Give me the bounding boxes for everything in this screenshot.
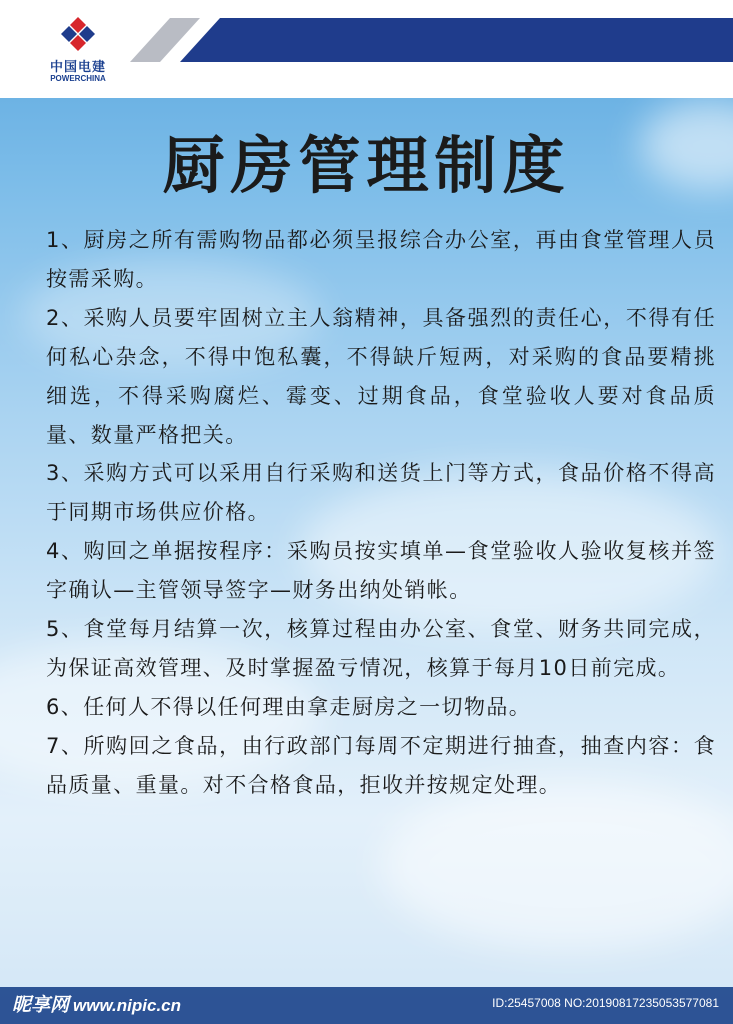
watermark-id: ID:25457008 NO:20190817235053577081 bbox=[492, 996, 719, 1010]
rule-item-6: 6、任何人不得以任何理由拿走厨房之一切物品。 bbox=[46, 694, 532, 719]
powerchina-logo bbox=[38, 16, 118, 86]
logo-text-en: POWERCHINA bbox=[50, 74, 106, 83]
logo-text-cn: 中国电建 bbox=[49, 60, 106, 75]
logo-diamond-icon bbox=[60, 16, 96, 52]
header-band bbox=[0, 0, 733, 98]
rule-item-2: 2、采购人员要牢固树立主人翁精神，具备强烈的责任心，不得有任何私心杂念，不得中饱私囊，不得缺斤短两，对采购的食品要精挑细选，不得采购腐烂、霉变、过期食品，食堂验收人要对食品质量、数量严格把关。 bbox=[46, 305, 716, 447]
rules-list bbox=[46, 221, 716, 805]
rule-item-4: 4、购回之单据按程序：采购员按实填单—食堂验收人验收复核并签字确认—主管领导签字—财务出纳处销帐。 bbox=[46, 539, 716, 603]
watermark-brand bbox=[12, 990, 181, 1017]
rule-item-3: 3、采购方式可以采用自行采购和送货上门等方式，食品价格不得高于同期市场供应价格。 bbox=[46, 461, 716, 525]
rule-item-7: 7、所购回之食品，由行政部门每周不定期进行抽查，抽查内容：食品质量、重量。对不合格食品，拒收并按规定处理。 bbox=[46, 733, 716, 797]
watermark-brand-name: 昵享网 bbox=[12, 994, 70, 1016]
rule-item-5: 5、食堂每月结算一次，核算过程由办公室、食堂、财务共同完成，为保证高效管理、及时掌握盈亏情况，核算于每月10日前完成。 bbox=[46, 617, 716, 680]
watermark-site: www.nipic.cn bbox=[73, 996, 182, 1015]
page-title: 厨房管理制度 bbox=[162, 129, 571, 202]
rule-item-1: 1、厨房之所有需购物品都必须呈报综合办公室，再由食堂管理人员按需采购。 bbox=[46, 228, 716, 291]
